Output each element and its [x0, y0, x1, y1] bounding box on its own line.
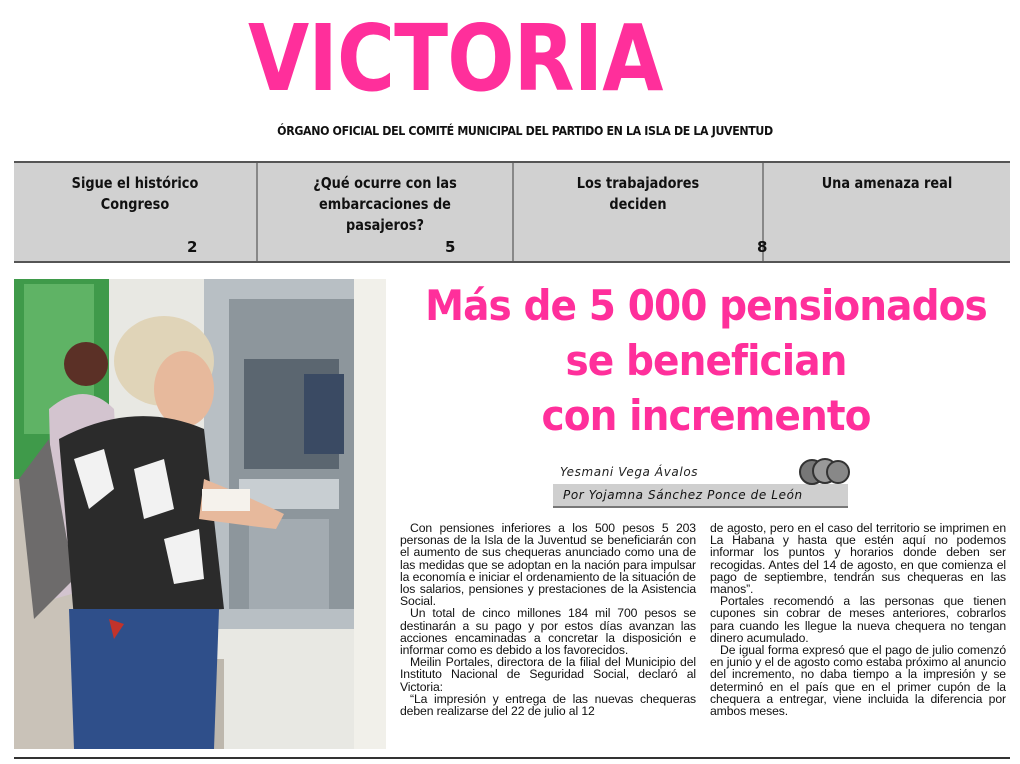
coins-icon [798, 456, 850, 488]
topic-page-number: 2 [187, 238, 198, 256]
article-photo [14, 279, 386, 749]
atm-photo-illustration [14, 279, 386, 749]
topic-item[interactable] [514, 163, 768, 261]
paragraph: Con pensiones inferiores a los 500 pesos 5 203 personas de la Isla de la Juventud se beneficiarán con el aumento de sus chequeras anunciado como una de las medidas que se adoptan en la nación para impulsar la economía e iniciar el ordenamiento de la situación de los salarios, pensiones y prestaciones de la Asistencia Social. [400, 521, 696, 609]
topic-page-number: 5 [445, 238, 456, 256]
bottom-divider [14, 757, 1010, 759]
headline-line: con incremento [541, 391, 871, 440]
headline-line: Más de 5 000 pensionados [425, 281, 987, 330]
topic-page-number: 8 [757, 238, 768, 256]
newspaper-title: VICTORIA [248, 5, 663, 112]
photo-credit: Yesmani Vega Ávalos [560, 465, 699, 479]
newspaper-subtitle: ÓRGANO OFICIAL DEL COMITÉ MUNICIPAL DEL PARTIDO EN LA ISLA DE LA JUVENTUD [277, 124, 773, 138]
topic-title[interactable]: Los trabajadores deciden [576, 174, 700, 213]
article-column-2 [710, 522, 1006, 717]
topic-item[interactable] [764, 163, 1010, 261]
topic-title[interactable]: ¿Qué ocurre con las embarcaciones de pasajeros? [313, 174, 457, 234]
article-headline [418, 278, 995, 443]
headline-line: se benefician [565, 336, 847, 385]
article-column-1 [400, 522, 696, 717]
paragraph: De igual forma expresó que el pago de julio comenzó en junio y el de agosto como estaba próximo al anuncio del incremento, no daba tiempo a la impresión y se determinó en el país que en el primer cupón de la chequera a entregar, viene incluida la diferencia por ambos meses. [710, 643, 1006, 719]
topic-title[interactable]: Una amenaza real [821, 174, 953, 192]
topics-bar [14, 161, 1010, 263]
topic-title[interactable]: Sigue el histórico Congreso [71, 174, 199, 213]
topic-item[interactable] [14, 163, 258, 261]
paragraph: Meilin Portales, directora de la filial del Municipio del Instituto Nacional de Seguridad Social, declaró al Victoria: [400, 655, 696, 694]
topic-item[interactable] [258, 163, 514, 261]
paragraph: de agosto, pero en el caso del territorio se imprimen en La Habana y hasta que estén aquí no podemos informar los puntos y horarios donde deben ser recogidas. Antes del 14 de agosto, en que comienza el pago de septiembre, tendrán sus chequeras en las manos”. [710, 521, 1006, 597]
paragraph: Un total de cinco millones 184 mil 700 pesos se destinarán a su pago y por estos días avanzan las acciones encaminadas a concretar la disposición e informar como es debido a los favorecidos. [400, 606, 696, 658]
paragraph: “La impresión y entrega de las nuevas chequeras deben realizarse del 22 de julio al 12 [400, 691, 696, 719]
author-byline: Por Yojamna Sánchez Ponce de León [553, 484, 848, 508]
paragraph: Portales recomendó a las personas que tienen cupones sin cobrar de meses anteriores, cobrarlos para cuando les llegue la nueva chequera no tengan dinero acumulado. [710, 594, 1006, 645]
